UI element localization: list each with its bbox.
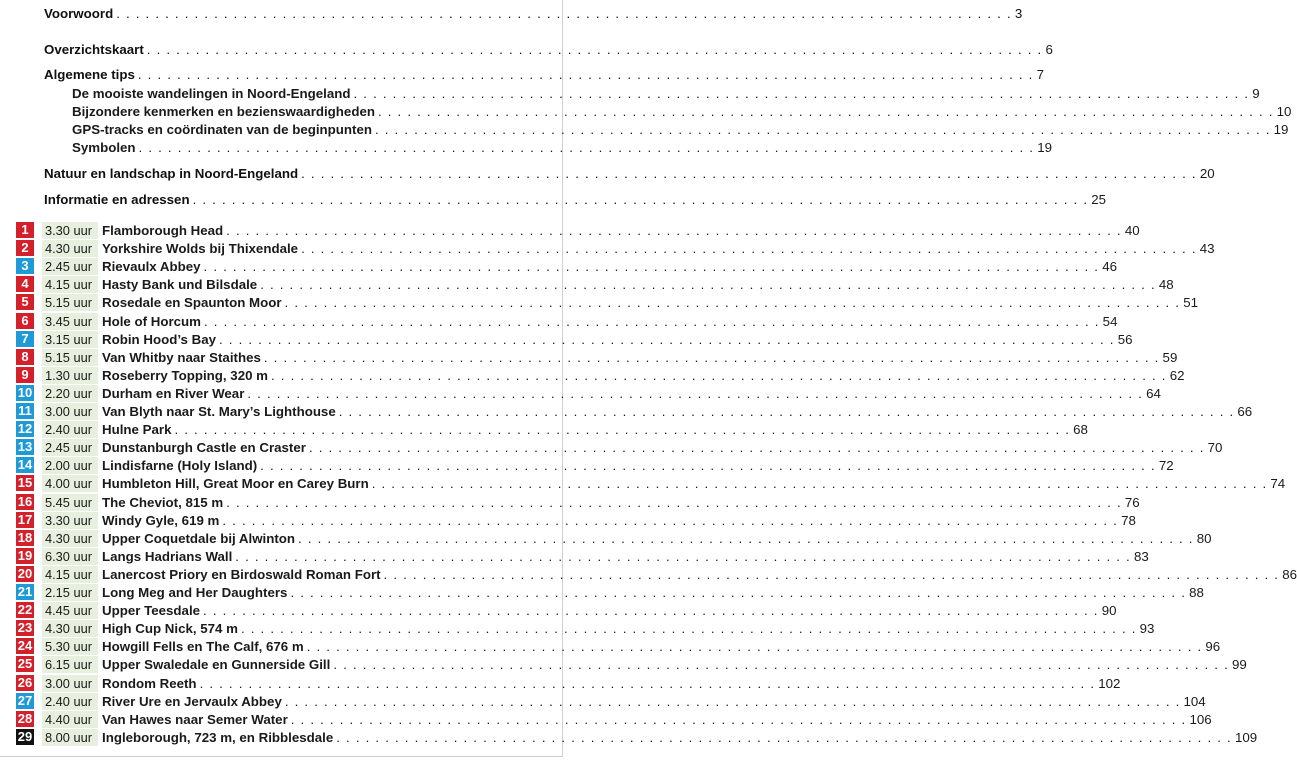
walk-number-badge: 1 <box>16 222 34 238</box>
walk-duration: 2.45 uur <box>42 439 98 456</box>
walk-label <box>102 711 1212 728</box>
leader-dots: . . . . . . . . . . . . . . . . . . . . . . . . . . . . . . . . . . . . . . . . . . . . . . . . . . . . . . . . . . . . . . . . . . . . . . . . . . . . . . . . . . . . . . . . . . . . <box>308 440 1205 456</box>
walk-duration: 2.40 uur <box>42 693 98 710</box>
toc-entry-title: Algemene tips <box>44 67 135 82</box>
toc-entry-title: De mooiste wandelingen in Noord-Engeland <box>72 86 351 101</box>
walk-entry[interactable] <box>0 511 1136 529</box>
walk-duration: 5.15 uur <box>42 294 98 311</box>
walk-title: Rondom Reeth <box>102 675 197 691</box>
walk-duration: 4.00 uur <box>42 475 98 492</box>
toc-entry-sub[interactable] <box>0 140 1053 155</box>
walk-page: 90 <box>1101 603 1117 619</box>
walk-number-badge: 17 <box>17 511 33 527</box>
walk-duration: 3.30 uur <box>42 222 98 239</box>
walk-title: Windy Gyle, 619 m <box>102 512 220 528</box>
walk-label <box>102 258 1118 275</box>
walk-page: 46 <box>1102 259 1118 275</box>
walk-label <box>102 421 1088 438</box>
walk-entry[interactable] <box>0 475 1286 492</box>
walk-duration: 2.45 uur <box>42 258 98 275</box>
walk-duration: 2.40 uur <box>42 421 98 438</box>
walk-entry[interactable] <box>0 565 1297 583</box>
walk-page: 86 <box>1282 566 1297 582</box>
walk-number-badge: 10 <box>17 384 33 400</box>
walk-title: Van Blyth naar St. Mary’s Lighthouse <box>102 404 336 419</box>
walk-entry[interactable] <box>0 330 1133 348</box>
walk-title: Howgill Fells en The Calf, 676 m <box>102 639 304 655</box>
leader-dots: . . . . . . . . . . . . . . . . . . . . . . . . . . . . . . . . . . . . . . . . . . . . . . . . . . . . . . . . . . . . . . . . . . . . . . . . . . . . . . . . . . . . . . . . . . . . <box>333 657 1229 673</box>
walk-number-badge: 15 <box>17 475 33 491</box>
toc-entry-page: 19 <box>1037 140 1053 155</box>
walk-title: Lindisfarne (Holy Island) <box>102 458 258 474</box>
walk-title: River Ure en Jervaulx Abbey <box>102 693 282 709</box>
walk-label <box>102 602 1117 619</box>
walk-duration: 8.00 uur <box>42 729 98 746</box>
walk-number-badge: 13 <box>17 439 33 455</box>
walk-entry[interactable] <box>0 620 1155 637</box>
walk-title: Flamborough Head <box>102 223 224 238</box>
toc-entry-title: Bijzondere kenmerken en bezienswaardigheden <box>72 104 375 119</box>
toc-entry-page: 9 <box>1252 86 1260 101</box>
walk-label <box>102 457 1174 474</box>
toc-entry-page: 20 <box>1199 166 1215 181</box>
walk-page: 99 <box>1232 657 1247 673</box>
leader-dots: . . . . . . . . . . . . . . . . . . . . . . . . . . . . . . . . . . . . . . . . . . . . . . . . . . . . . . . . . . . . . . . . . . . . . . . . . . . . . . . . . . . . . . . . . . . . <box>222 512 1119 528</box>
walk-number-badge: 20 <box>17 565 33 581</box>
leader-dots: . . . . . . . . . . . . . . . . . . . . . . . . . . . . . . . . . . . . . . . . . . . . . . . . . . . . . . . . . . . . . . . . . . . . . . . . . . . . . . . . . . . . . . . . . . . . <box>263 349 1160 365</box>
walk-title: Rievaulx Abbey <box>102 259 201 275</box>
toc-entry-section[interactable] <box>0 192 1107 207</box>
walk-entry[interactable] <box>0 710 1212 728</box>
walk-page: 54 <box>1102 313 1118 329</box>
toc-entry-sub[interactable] <box>0 104 1292 119</box>
walk-page: 109 <box>1234 729 1258 745</box>
walk-label <box>102 475 1286 492</box>
walk-entry[interactable] <box>0 403 1253 420</box>
walk-duration: 2.00 uur <box>42 457 98 474</box>
leader-dots: . . . . . . . . . . . . . . . . . . . . . . . . . . . . . . . . . . . . . . . . . . . . . . . . . . . . . . . . . . . . . . . . . . . . . . . . . . . . . . . . . . . . . . . . . . . . <box>203 259 1100 275</box>
walk-title: Van Hawes naar Semer Water <box>102 711 288 727</box>
walk-page: 88 <box>1189 585 1204 600</box>
walk-number-badge: 25 <box>17 656 33 672</box>
walk-label <box>102 222 1140 239</box>
walk-title: Humbleton Hill, Great Moor en Carey Burn <box>102 476 369 492</box>
leader-dots: . . . . . . . . . . . . . . . . . . . . . . . . . . . . . . . . . . . . . . . . . . . . . . . . . . . . . . . . . . . . . . . . . . . . . . . . . . . . . . . . . . . . . . . . . . . . <box>260 458 1156 474</box>
walk-title: Yorkshire Wolds bij Thixendale <box>102 241 299 257</box>
leader-dots: . . . . . . . . . . . . . . . . . . . . . . . . . . . . . . . . . . . . . . . . . . . . . . . . . . . . . . . . . . . . . . . . . . . . . . . . . . . . . . . . . . . . . . . . . . . . <box>219 331 1115 347</box>
leader-dots: . . . . . . . . . . . . . . . . . . . . . . . . . . . . . . . . . . . . . . . . . . . . . . . . . . . . . . . . . . . . . . . . . . . . . . . . . . . . . . . . . . . . . . . . . . . . <box>235 548 1131 564</box>
walk-entry[interactable] <box>0 547 1149 565</box>
walk-duration: 5.45 uur <box>42 494 98 511</box>
toc-entry-title: Symbolen <box>72 140 136 155</box>
walk-page: 104 <box>1183 693 1206 709</box>
toc-entry-title: Natuur en landschap in Noord-Engeland <box>44 166 299 181</box>
walk-page: 68 <box>1073 422 1088 438</box>
walk-number-badge: 9 <box>16 367 34 383</box>
walk-label <box>102 638 1221 655</box>
walk-page: 59 <box>1162 349 1178 365</box>
walk-label <box>102 530 1212 547</box>
toc-entry-title: GPS-tracks en coördinaten van de beginpunten <box>72 122 372 137</box>
walk-number-badge: 19 <box>17 547 33 563</box>
walk-number-badge: 14 <box>17 457 33 473</box>
leader-dots: . . . . . . . . . . . . . . . . . . . . . . . . . . . . . . . . . . . . . . . . . . . . . . . . . . . . . . . . . . . . . . . . . . . . . . . . . . . . . . . . . . . . . . . . . . . . <box>203 603 1099 619</box>
walk-page: 64 <box>1146 385 1161 401</box>
leader-dots: . . . . . . . . . . . . . . . . . . . . . . . . . . . . . . . . . . . . . . . . . . . . . . . . . . . . . . . . . . . . . . . . . . . . . . . . . . . . . . . . . . . . . . . . . . . . <box>374 122 1271 137</box>
walk-number-badge: 26 <box>17 674 33 690</box>
walk-page: 43 <box>1199 241 1215 257</box>
walk-number-badge: 21 <box>17 584 33 599</box>
walk-label <box>102 494 1140 511</box>
walk-duration: 3.45 uur <box>42 313 98 330</box>
leader-dots: . . . . . . . . . . . . . . . . . . . . . . . . . . . . . . . . . . . . . . . . . . . . . . . . . . . . . . . . . . . . . . . . . . . . . . . . . . . . . . . . . . . . . . . . . . . . <box>240 621 1137 637</box>
walk-title: Hasty Bank und Bilsdale <box>102 277 258 293</box>
leader-dots: . . . . . . . . . . . . . . . . . . . . . . . . . . . . . . . . . . . . . . . . . . . . . . . . . . . . . . . . . . . . . . . . . . . . . . . . . . . . . . . . . . . . . . . . . . . . <box>138 140 1035 155</box>
walk-page: 78 <box>1121 512 1136 528</box>
leader-dots: . . . . . . . . . . . . . . . . . . . . . . . . . . . . . . . . . . . . . . . . . . . . . . . . . . . . . . . . . . . . . . . . . . . . . . . . . . . . . . . . . . . . . . . . . . . . <box>284 693 1181 709</box>
walk-entry[interactable] <box>0 258 1118 275</box>
toc-entry-page: 3 <box>1014 6 1023 21</box>
walk-label <box>102 403 1253 420</box>
walk-entry[interactable] <box>0 457 1174 474</box>
walk-title: Lanercost Priory en Birdoswald Roman Fort <box>102 566 381 582</box>
walk-entry[interactable] <box>0 222 1140 239</box>
leader-dots: . . . . . . . . . . . . . . . . . . . . . . . . . . . . . . . . . . . . . . . . . . . . . . . . . . . . . . . . . . . . . . . . . . . . . . . . . . . . . . . . . . . . . . . . . . . . <box>247 385 1144 401</box>
toc-entry-page: 6 <box>1045 42 1053 57</box>
walk-number-badge: 28 <box>17 710 33 726</box>
walk-entry[interactable] <box>0 439 1223 456</box>
leader-dots: . . . . . . . . . . . . . . . . . . . . . . . . . . . . . . . . . . . . . . . . . . . . . . . . . . . . . . . . . . . . . . . . . . . . . . . . . . . . . . . . . . . . . . . . . . . . <box>298 530 1194 546</box>
walk-label <box>102 729 1258 746</box>
leader-dots: . . . . . . . . . . . . . . . . . . . . . . . . . . . . . . . . . . . . . . . . . . . . . . . . . . . . . . . . . . . . . . . . . . . . . . . . . . . . . . . . . . . . . . . . . . . . <box>271 367 1167 383</box>
leader-dots: . . . . . . . . . . . . . . . . . . . . . . . . . . . . . . . . . . . . . . . . . . . . . . . . . . . . . . . . . . . . . . . . . . . . . . . . . . . . . . . . . . . . . . . . . . . . <box>336 729 1232 745</box>
toc-entry-title: Voorwoord <box>44 6 114 21</box>
walk-entry[interactable] <box>0 692 1206 710</box>
walk-duration: 4.30 uur <box>42 530 98 547</box>
walk-title: Hole of Horcum <box>102 313 201 329</box>
walk-number-badge: 27 <box>17 692 33 708</box>
walk-page: 96 <box>1205 639 1221 655</box>
walk-number-badge: 11 <box>16 403 34 419</box>
walk-page: 76 <box>1124 494 1140 510</box>
walk-entry[interactable] <box>0 312 1118 330</box>
walk-title: Long Meg and Her Daughters <box>102 585 288 600</box>
walk-page: 62 <box>1169 367 1185 383</box>
walk-duration: 5.30 uur <box>42 638 98 655</box>
walk-duration: 3.00 uur <box>42 675 98 692</box>
toc-entry-section[interactable] <box>0 67 1044 82</box>
walk-label <box>102 620 1155 637</box>
walk-duration: 5.15 uur <box>42 349 98 366</box>
toc-entry-page: 19 <box>1273 122 1289 137</box>
walk-number-badge: 2 <box>16 240 34 256</box>
toc-entry-intro[interactable] <box>0 6 1023 21</box>
leader-dots: . . . . . . . . . . . . . . . . . . . . . . . . . . . . . . . . . . . . . . . . . . . . . . . . . . . . . . . . . . . . . . . . . . . . . . . . . . . . . . . . . . . . . . . . . . . . <box>260 277 1156 293</box>
walk-number-badge: 4 <box>16 276 34 292</box>
leader-dots: . . . . . . . . . . . . . . . . . . . . . . . . . . . . . . . . . . . . . . . . . . . . . . . . . . . . . . . . . . . . . . . . . . . . . . . . . . . . . . . . . . . . . . . . . . . . <box>353 86 1250 101</box>
walk-duration: 2.15 uur <box>42 584 98 601</box>
walk-duration: 2.20 uur <box>42 385 98 402</box>
walk-entry[interactable] <box>0 240 1215 257</box>
walk-entry[interactable] <box>0 584 1204 601</box>
walk-duration: 6.30 uur <box>42 548 98 565</box>
walk-page: 66 <box>1237 404 1253 419</box>
walk-page: 70 <box>1207 440 1223 456</box>
toc-entry-title: Overzichtskaart <box>44 42 144 57</box>
walk-entry[interactable] <box>0 656 1247 673</box>
leader-dots: . . . . . . . . . . . . . . . . . . . . . . . . . . . . . . . . . . . . . . . . . . . . . . . . . . . . . . . . . . . . . . . . . . . . . . . . . . . . . . . . . . . . . . . . . . . . <box>226 223 1122 238</box>
walk-label <box>102 693 1206 710</box>
walk-title: Dunstanburgh Castle en Craster <box>102 440 306 456</box>
leader-dots: . . . . . . . . . . . . . . . . . . . . . . . . . . . . . . . . . . . . . . . . . . . . . . . . . . . . . . . . . . . . . . . . . . . . . . . . . . . . . . . . . . . . . . . . . . . . <box>174 422 1071 438</box>
walk-entry[interactable] <box>0 602 1117 619</box>
walk-title: Upper Coquetdale bij Alwinton <box>102 530 296 546</box>
toc-entry-page: 10 <box>1276 104 1292 119</box>
walk-title: Rosedale en Spaunton Moor <box>102 295 282 311</box>
walk-entry[interactable] <box>0 529 1212 547</box>
walk-label <box>102 331 1133 348</box>
walk-label <box>102 313 1118 330</box>
walk-title: Hulne Park <box>102 422 172 438</box>
walk-number-badge: 23 <box>17 620 33 636</box>
walk-label <box>102 276 1174 293</box>
walk-title: Langs Hadrians Wall <box>102 548 233 564</box>
walk-number-badge: 24 <box>17 638 33 654</box>
walk-number-badge: 12 <box>17 421 33 437</box>
toc-entry-section[interactable] <box>0 42 1053 57</box>
walk-page: 83 <box>1133 548 1149 564</box>
leader-dots: . . . . . . . . . . . . . . . . . . . . . . . . . . . . . . . . . . . . . . . . . . . . . . . . . . . . . . . . . . . . . . . . . . . . . . . . . . . . . . . . . . . . . . . . . . . . <box>306 639 1203 655</box>
walk-label <box>102 548 1149 565</box>
leader-dots: . . . . . . . . . . . . . . . . . . . . . . . . . . . . . . . . . . . . . . . . . . . . . . . . . . . . . . . . . . . . . . . . . . . . . . . . . . . . . . . . . . . . . . . . . . . . <box>137 67 1034 82</box>
walk-duration: 3.00 uur <box>42 403 98 420</box>
leader-dots: . . . . . . . . . . . . . . . . . . . . . . . . . . . . . . . . . . . . . . . . . . . . . . . . . . . . . . . . . . . . . . . . . . . . . . . . . . . . . . . . . . . . . . . . . . . . <box>338 404 1235 419</box>
walk-page: 40 <box>1124 223 1140 238</box>
walk-page: 93 <box>1139 621 1155 637</box>
walk-number-badge: 6 <box>16 313 34 329</box>
toc-entry-section[interactable] <box>0 166 1215 181</box>
walk-label <box>102 385 1161 402</box>
walk-page: 74 <box>1270 476 1286 492</box>
walk-entry[interactable] <box>0 348 1178 366</box>
walk-number-badge: 7 <box>16 331 34 347</box>
walk-number-badge: 22 <box>17 602 33 618</box>
toc-entry-sub[interactable] <box>0 86 1260 101</box>
walk-number-badge: 18 <box>17 529 33 545</box>
toc-entry-page: 25 <box>1091 192 1107 207</box>
walk-title: Robin Hood’s Bay <box>102 331 217 347</box>
walk-label <box>102 349 1178 366</box>
walk-page: 48 <box>1158 277 1174 293</box>
leader-dots: . . . . . . . . . . . . . . . . . . . . . . . . . . . . . . . . . . . . . . . . . . . . . . . . . . . . . . . . . . . . . . . . . . . . . . . . . . . . . . . . . . . . . . . . . . . . <box>192 192 1089 207</box>
walk-duration: 4.30 uur <box>42 240 98 257</box>
walk-entry[interactable] <box>0 384 1161 402</box>
walk-duration: 4.30 uur <box>42 620 98 637</box>
walk-title: Upper Swaledale en Gunnerside Gill <box>102 657 331 673</box>
walk-duration: 3.15 uur <box>42 331 98 348</box>
walk-duration: 4.45 uur <box>42 602 98 619</box>
leader-dots: . . . . . . . . . . . . . . . . . . . . . . . . . . . . . . . . . . . . . . . . . . . . . . . . . . . . . . . . . . . . . . . . . . . . . . . . . . . . . . . . . . . . . . . . . . . . <box>204 313 1100 329</box>
walk-number-badge: 5 <box>16 294 34 310</box>
walk-title: High Cup Nick, 574 m <box>102 621 238 637</box>
walk-label <box>102 439 1223 456</box>
toc-entry-sub[interactable] <box>0 122 1289 137</box>
walk-title: Van Whitby naar Staithes <box>102 349 261 365</box>
walk-page: 106 <box>1189 711 1212 727</box>
walk-title: The Cheviot, 815 m <box>102 494 224 510</box>
leader-dots: . . . . . . . . . . . . . . . . . . . . . . . . . . . . . . . . . . . . . . . . . . . . . . . . . . . . . . . . . . . . . . . . . . . . . . . . . . . . . . . . . . . . . . . . . . . . <box>377 104 1274 119</box>
walk-entry[interactable] <box>0 276 1174 293</box>
walk-entry[interactable] <box>0 674 1121 692</box>
toc-entry-page: 7 <box>1036 67 1044 82</box>
walk-page: 102 <box>1098 675 1121 691</box>
leader-dots: . . . . . . . . . . . . . . . . . . . . . . . . . . . . . . . . . . . . . . . . . . . . . . . . . . . . . . . . . . . . . . . . . . . . . . . . . . . . . . . . . . . . . . . . . . . . <box>226 494 1122 510</box>
leader-dots: . . . . . . . . . . . . . . . . . . . . . . . . . . . . . . . . . . . . . . . . . . . . . . . . . . . . . . . . . . . . . . . . . . . . . . . . . . . . . . . . . . . . . . . . . . . . <box>199 675 1096 691</box>
leader-dots: . . . . . . . . . . . . . . . . . . . . . . . . . . . . . . . . . . . . . . . . . . . . . . . . . . . . . . . . . . . . . . . . . . . . . . . . . . . . . . . . . . . . . . . . . . . . <box>290 585 1187 600</box>
toc-entry-title: Informatie en adressen <box>44 192 190 207</box>
walk-label <box>102 367 1185 384</box>
leader-dots: . . . . . . . . . . . . . . . . . . . . . . . . . . . . . . . . . . . . . . . . . . . . . . . . . . . . . . . . . . . . . . . . . . . . . . . . . . . . . . . . . . . . . . . . . . . . <box>301 166 1197 181</box>
walk-title: Upper Teesdale <box>102 603 201 619</box>
walk-duration: 4.40 uur <box>42 711 98 728</box>
walk-page: 72 <box>1158 458 1174 474</box>
walk-entry[interactable] <box>0 638 1221 655</box>
walk-label <box>102 294 1198 311</box>
walk-entry[interactable] <box>0 728 1258 746</box>
walk-label <box>102 512 1136 529</box>
leader-dots: . . . . . . . . . . . . . . . . . . . . . . . . . . . . . . . . . . . . . . . . . . . . . . . . . . . . . . . . . . . . . . . . . . . . . . . . . . . . . . . . . . . . . . . . . . . . <box>146 42 1043 57</box>
walk-title: Ingleborough, 723 m, en Ribblesdale <box>102 729 334 745</box>
leader-dots: . . . . . . . . . . . . . . . . . . . . . . . . . . . . . . . . . . . . . . . . . . . . . . . . . . . . . . . . . . . . . . . . . . . . . . . . . . . . . . . . . . . . . . . . . . . . <box>284 295 1181 311</box>
walk-duration: 1.30 uur <box>42 367 98 384</box>
walk-number-badge: 29 <box>17 728 33 744</box>
walk-label <box>102 240 1215 257</box>
walk-duration: 3.30 uur <box>42 512 98 529</box>
walk-number-badge: 3 <box>16 258 34 274</box>
walk-label <box>102 584 1204 601</box>
leader-dots: . . . . . . . . . . . . . . . . . . . . . . . . . . . . . . . . . . . . . . . . . . . . . . . . . . . . . . . . . . . . . . . . . . . . . . . . . . . . . . . . . . . . . . . . . . . . <box>301 241 1197 257</box>
leader-dots: . . . . . . . . . . . . . . . . . . . . . . . . . . . . . . . . . . . . . . . . . . . . . . . . . . . . . . . . . . . . . . . . . . . . . . . . . . . . . . . . . . . . . . . . . . . . <box>116 6 1012 21</box>
leader-dots: . . . . . . . . . . . . . . . . . . . . . . . . . . . . . . . . . . . . . . . . . . . . . . . . . . . . . . . . . . . . . . . . . . . . . . . . . . . . . . . . . . . . . . . . . . . . <box>371 476 1268 492</box>
walk-number-badge: 16 <box>17 493 33 509</box>
walk-label <box>102 675 1121 692</box>
walk-entry[interactable] <box>0 294 1198 311</box>
walk-page: 51 <box>1183 295 1198 311</box>
walk-duration: 4.15 uur <box>42 566 98 583</box>
leader-dots: . . . . . . . . . . . . . . . . . . . . . . . . . . . . . . . . . . . . . . . . . . . . . . . . . . . . . . . . . . . . . . . . . . . . . . . . . . . . . . . . . . . . . . . . . . . . <box>383 566 1280 582</box>
walk-page: 56 <box>1117 331 1133 347</box>
walk-title: Roseberry Topping, 320 m <box>102 367 269 383</box>
walk-entry[interactable] <box>0 493 1140 511</box>
walk-duration: 6.15 uur <box>42 656 98 673</box>
walk-duration: 4.15 uur <box>42 276 98 293</box>
walk-title: Durham en River Wear <box>102 385 245 401</box>
walk-page: 80 <box>1196 530 1212 546</box>
leader-dots: . . . . . . . . . . . . . . . . . . . . . . . . . . . . . . . . . . . . . . . . . . . . . . . . . . . . . . . . . . . . . . . . . . . . . . . . . . . . . . . . . . . . . . . . . . . . <box>290 711 1187 727</box>
walk-number-badge: 8 <box>16 349 34 365</box>
walk-label <box>102 656 1247 673</box>
walk-label <box>102 566 1297 583</box>
walk-entry[interactable] <box>0 421 1088 438</box>
walk-entry[interactable] <box>0 366 1185 384</box>
